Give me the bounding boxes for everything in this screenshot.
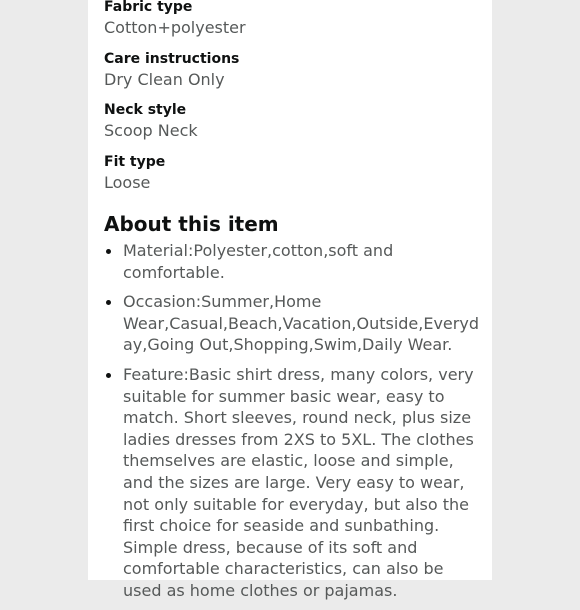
list-item	[104, 240, 480, 283]
spec-label: Fit type	[104, 154, 166, 171]
list-item	[104, 364, 480, 602]
spec-neck-style	[104, 103, 484, 155]
spec-value: Dry Clean Only	[104, 69, 225, 89]
spec-value: Loose	[104, 173, 151, 193]
bullet-dot-icon	[106, 249, 111, 254]
spec-fabric-type	[104, 0, 484, 52]
spec-value: Cotton+polyester	[104, 18, 246, 37]
spec-label: Care instructions	[104, 50, 240, 67]
bullet-dot-icon	[106, 300, 111, 305]
bullet-dot-icon	[106, 373, 111, 378]
spec-value: Scoop Neck	[104, 121, 198, 141]
spec-fit-type	[104, 155, 484, 207]
spec-label: Neck style	[104, 102, 187, 119]
spec-label: Fabric type	[104, 0, 193, 15]
product-details-panel	[88, 0, 492, 600]
product-specs	[104, 0, 484, 207]
list-item	[104, 291, 480, 356]
bullet-text: Occasion:Summer,Home Wear,Casual,Beach,Vacation,Outside,Everyday,Going Out,Shopping,Swim,Daily Wear.	[123, 292, 479, 355]
bullet-text: Feature:Basic shirt dress, many colors, very suitable for summer basic wear, easy to match. Short sleeves, round neck, plus size ladies dresses from 2XS to 5XL. The clothes themselves are elastic, loose and simple, and the sizes are large. Very easy to wear, not only suitable for everyday, but also the first choice for seaside and sunbathing. Simple dress, because of its soft and comfortable characteristics, can also be used as home clothes or pajamas.	[123, 364, 474, 600]
spec-care-instructions	[104, 52, 484, 104]
bullet-text: Material:Polyester,cotton,soft and comfortable.	[123, 241, 394, 282]
about-section-title: About this item	[104, 212, 279, 236]
about-bullet-list	[104, 240, 480, 610]
